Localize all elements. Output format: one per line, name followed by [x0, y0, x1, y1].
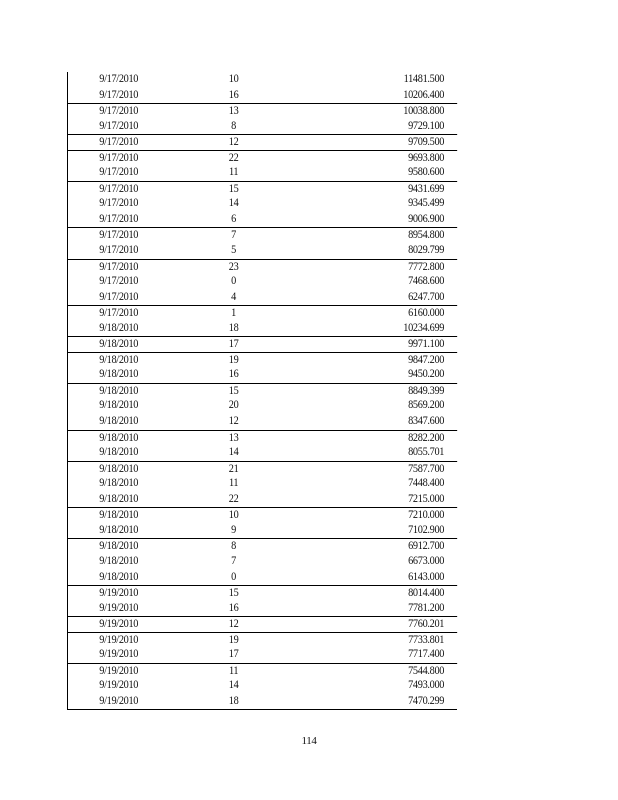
date-cell: 9/18/2010 [99, 368, 139, 381]
hour-cell: 13 [228, 431, 239, 444]
hour-cell: 12 [228, 618, 239, 631]
value-cell: 7772.800 [408, 260, 445, 273]
value-cell: 7781.200 [408, 601, 445, 614]
date-cell: 9/18/2010 [99, 415, 139, 428]
date-cell: 9/18/2010 [99, 338, 139, 351]
table-row [68, 321, 457, 337]
hour-cell: 5 [231, 244, 237, 257]
date-cell: 9/18/2010 [99, 384, 139, 397]
value-cell: 9345.499 [408, 197, 445, 210]
date-cell: 9/19/2010 [99, 601, 139, 614]
date-cell: 9/17/2010 [99, 105, 139, 118]
hour-cell: 12 [228, 415, 239, 428]
table-row [68, 72, 457, 88]
date-cell: 9/17/2010 [99, 197, 139, 210]
table-row [68, 290, 457, 306]
date-cell: 9/18/2010 [99, 399, 139, 412]
value-cell: 7448.400 [408, 477, 445, 490]
hour-cell: 10 [228, 509, 239, 522]
table-row [68, 352, 457, 368]
hour-cell: 0 [231, 570, 237, 583]
value-cell: 10234.699 [403, 321, 445, 334]
hour-cell: 15 [228, 587, 239, 600]
date-cell: 9/17/2010 [99, 73, 139, 85]
table-row [68, 663, 457, 679]
page-number: 114 [301, 735, 317, 747]
hour-cell: 13 [228, 105, 239, 118]
table-row [68, 694, 457, 710]
hour-cell: 21 [228, 462, 239, 475]
hour-cell: 14 [228, 679, 239, 692]
table-row [68, 227, 457, 243]
date-cell: 9/18/2010 [99, 353, 139, 366]
hour-cell: 11 [228, 477, 239, 490]
hour-cell: 7 [231, 554, 237, 567]
table-row [68, 554, 457, 570]
table-row [68, 430, 457, 446]
table-row [68, 476, 457, 492]
value-cell: 8282.200 [408, 431, 445, 444]
date-cell: 9/18/2010 [99, 570, 139, 583]
date-cell: 9/17/2010 [99, 229, 139, 242]
date-cell: 9/18/2010 [99, 492, 139, 505]
value-cell: 9006.900 [408, 212, 445, 225]
table-row [68, 398, 457, 414]
hour-cell: 11 [228, 166, 239, 179]
hour-cell: 20 [228, 399, 239, 412]
hour-cell: 6 [231, 212, 237, 225]
hour-cell: 16 [228, 88, 239, 101]
table-row [68, 119, 457, 135]
table-row [68, 523, 457, 539]
value-cell: 6912.700 [408, 540, 445, 553]
value-cell: 8029.799 [408, 244, 445, 257]
value-cell: 9450.200 [408, 368, 445, 381]
value-cell: 6247.700 [408, 290, 445, 303]
value-cell: 7733.801 [408, 633, 445, 646]
hour-cell: 17 [228, 338, 239, 351]
date-cell: 9/17/2010 [99, 260, 139, 273]
table-row [68, 585, 457, 601]
value-cell: 7544.800 [408, 664, 445, 677]
value-cell: 7102.900 [408, 523, 445, 536]
date-cell: 9/17/2010 [99, 182, 139, 195]
date-cell: 9/18/2010 [99, 477, 139, 490]
value-cell: 8055.701 [408, 446, 445, 459]
date-cell: 9/18/2010 [99, 509, 139, 522]
date-cell: 9/17/2010 [99, 275, 139, 288]
hour-cell: 19 [228, 353, 239, 366]
table-row [68, 88, 457, 104]
hour-cell: 18 [228, 694, 239, 707]
value-cell: 10206.400 [403, 88, 445, 101]
table-row [68, 134, 457, 150]
value-cell: 7760.201 [408, 618, 445, 631]
date-cell: 9/19/2010 [99, 679, 139, 692]
hour-cell: 4 [231, 290, 237, 303]
table-row [68, 150, 457, 166]
hour-cell: 12 [228, 136, 239, 149]
table-row [68, 601, 457, 617]
date-cell: 9/18/2010 [99, 446, 139, 459]
hour-cell: 16 [228, 601, 239, 614]
hour-cell: 7 [231, 229, 237, 242]
table-row [68, 196, 457, 212]
date-cell: 9/17/2010 [99, 307, 139, 320]
value-cell: 6673.000 [408, 554, 445, 567]
hour-cell: 9 [231, 523, 237, 536]
hour-cell: 14 [228, 197, 239, 210]
date-cell: 9/18/2010 [99, 431, 139, 444]
table-row [68, 336, 457, 352]
value-cell: 7717.400 [408, 648, 445, 661]
hour-cell: 19 [228, 633, 239, 646]
data-table [67, 72, 457, 710]
date-cell: 9/18/2010 [99, 462, 139, 475]
value-cell: 9431.699 [408, 182, 445, 195]
hour-cell: 15 [228, 384, 239, 397]
value-cell: 7215.000 [408, 492, 445, 505]
table-row [68, 538, 457, 554]
date-cell: 9/17/2010 [99, 212, 139, 225]
table-row [68, 383, 457, 399]
hour-cell: 1 [231, 307, 237, 320]
value-cell: 9709.500 [408, 136, 445, 149]
hour-cell: 14 [228, 446, 239, 459]
date-cell: 9/19/2010 [99, 618, 139, 631]
hour-cell: 10 [228, 73, 239, 85]
value-cell: 9729.100 [408, 119, 445, 132]
value-cell: 9847.200 [408, 353, 445, 366]
date-cell: 9/17/2010 [99, 88, 139, 101]
date-cell: 9/17/2010 [99, 151, 139, 164]
date-cell: 9/18/2010 [99, 523, 139, 536]
value-cell: 7470.299 [408, 694, 445, 707]
value-cell: 10038.800 [403, 105, 445, 118]
value-cell: 7493.000 [408, 679, 445, 692]
value-cell: 8014.400 [408, 587, 445, 600]
value-cell: 9580.600 [408, 166, 445, 179]
hour-cell: 22 [228, 492, 239, 505]
date-cell: 9/19/2010 [99, 587, 139, 600]
date-cell: 9/17/2010 [99, 119, 139, 132]
table-row [68, 259, 457, 275]
hour-cell: 23 [228, 260, 239, 273]
hour-cell: 22 [228, 151, 239, 164]
hour-cell: 0 [231, 275, 237, 288]
table-row [68, 181, 457, 197]
date-cell: 9/18/2010 [99, 554, 139, 567]
date-cell: 9/18/2010 [99, 540, 139, 553]
table-row [68, 507, 457, 523]
table-row [68, 632, 457, 648]
hour-cell: 17 [228, 648, 239, 661]
table-row [68, 165, 457, 181]
value-cell: 8347.600 [408, 415, 445, 428]
table-row [68, 570, 457, 586]
value-cell: 8954.800 [408, 229, 445, 242]
date-cell: 9/19/2010 [99, 648, 139, 661]
value-cell: 7587.700 [408, 462, 445, 475]
table-row [68, 445, 457, 461]
date-cell: 9/17/2010 [99, 136, 139, 149]
date-cell: 9/19/2010 [99, 664, 139, 677]
value-cell: 6143.000 [408, 570, 445, 583]
value-cell: 8849.399 [408, 384, 445, 397]
table-row [68, 305, 457, 321]
table-row [68, 414, 457, 430]
hour-cell: 18 [228, 321, 239, 334]
hour-cell: 15 [228, 182, 239, 195]
table-row [68, 492, 457, 508]
hour-cell: 11 [228, 664, 239, 677]
table-row [68, 616, 457, 632]
table-row [68, 647, 457, 663]
value-cell: 6160.000 [408, 307, 445, 320]
value-cell: 7210.000 [408, 509, 445, 522]
date-cell: 9/19/2010 [99, 633, 139, 646]
value-cell: 9693.800 [408, 151, 445, 164]
date-cell: 9/18/2010 [99, 321, 139, 334]
value-cell: 9971.100 [408, 338, 445, 351]
table-row [68, 212, 457, 228]
table-row [68, 367, 457, 383]
date-cell: 9/17/2010 [99, 244, 139, 257]
date-cell: 9/17/2010 [99, 166, 139, 179]
table-row [68, 461, 457, 477]
hour-cell: 8 [231, 540, 237, 553]
value-cell: 7468.600 [408, 275, 445, 288]
date-cell: 9/17/2010 [99, 290, 139, 303]
table-row [68, 274, 457, 290]
hour-cell: 8 [231, 119, 237, 132]
hour-cell: 16 [228, 368, 239, 381]
table-row [68, 103, 457, 119]
date-cell: 9/19/2010 [99, 694, 139, 707]
table-row [68, 243, 457, 259]
table-row [68, 678, 457, 694]
value-cell: 11481.500 [403, 73, 445, 85]
value-cell: 8569.200 [408, 399, 445, 412]
